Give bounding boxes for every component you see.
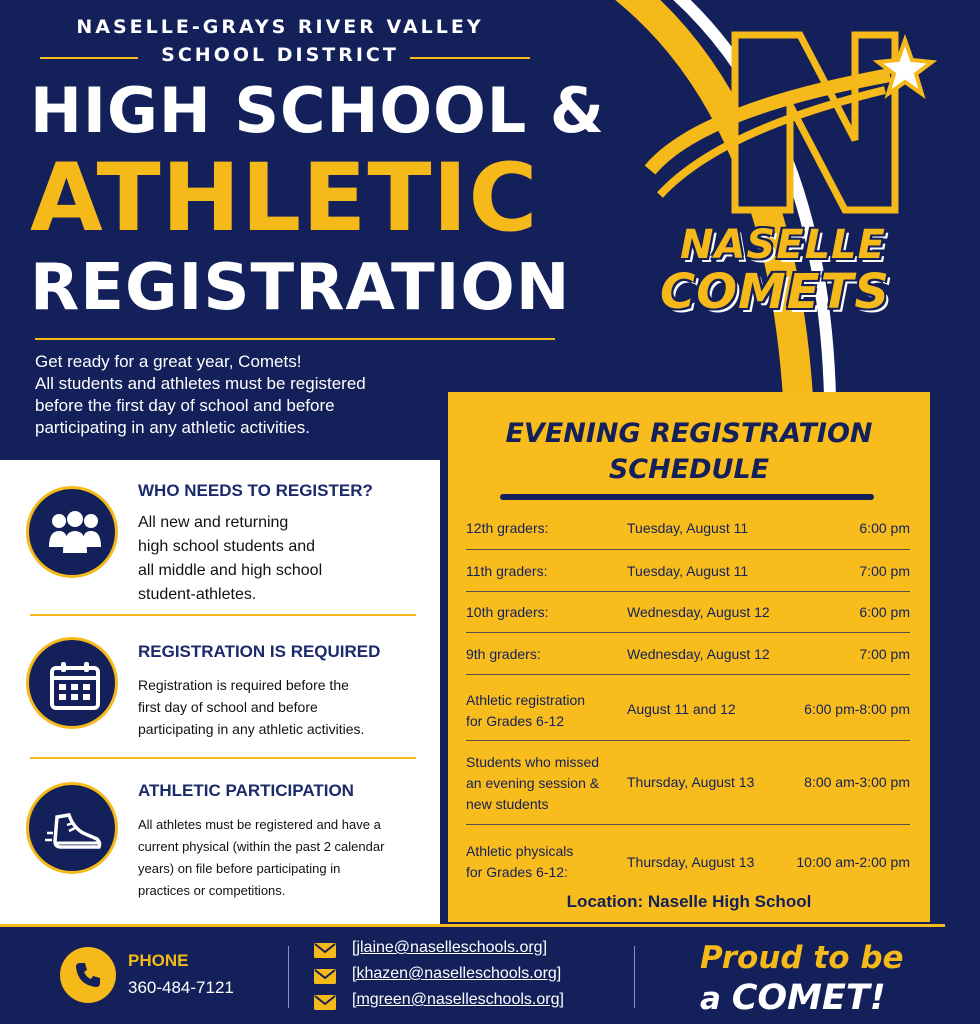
section-title-required: REGISTRATION IS REQUIRED <box>138 642 381 661</box>
email-link[interactable]: [khazen@naselleschools.org] <box>352 965 562 982</box>
body-line: all middle and high school <box>138 562 323 579</box>
section-body-required <box>138 674 364 740</box>
intro-line: participating in any athletic activities. <box>35 418 310 437</box>
phone-icon <box>60 947 116 1003</box>
row-divider <box>466 740 910 741</box>
slogan-line1: Proud to be <box>700 940 904 976</box>
section-title-who: WHO NEEDS TO REGISTER? <box>138 481 373 500</box>
row-group-line: Athletic registration <box>466 692 586 708</box>
row-group-line: Students who missed <box>466 754 600 770</box>
row-group: 11th graders: <box>466 563 548 579</box>
row-divider <box>466 632 910 633</box>
row-time: 7:00 pm <box>859 646 910 662</box>
section-divider <box>30 614 416 616</box>
sneaker-icon <box>26 782 118 874</box>
email-link[interactable]: [jlaine@naselleschools.org] <box>352 939 548 956</box>
section-title-athletic: ATHLETIC PARTICIPATION <box>138 781 354 800</box>
row-time: 6:00 pm <box>859 520 910 536</box>
row-group-line: for Grades 6-12 <box>466 713 565 729</box>
body-line: Registration is required before the <box>138 677 349 693</box>
footer-separator <box>288 946 289 1008</box>
body-line: first day of school and before <box>138 699 318 715</box>
slogan-prefix: a <box>700 981 732 1017</box>
body-line: student-athletes. <box>138 586 257 603</box>
district-name-line2: SCHOOL DISTRICT <box>161 44 399 66</box>
row-date: Wednesday, August 12 <box>627 604 770 620</box>
mail-icon <box>314 969 336 984</box>
mail-icon <box>314 995 336 1010</box>
row-time: 8:00 am-3:00 pm <box>804 774 910 790</box>
row-date: Tuesday, August 11 <box>627 563 749 579</box>
people-icon <box>26 486 118 578</box>
row-date: Thursday, August 13 <box>627 774 755 790</box>
calendar-icon <box>26 637 118 729</box>
row-date: Tuesday, August 11 <box>627 520 749 536</box>
title-rule <box>35 338 555 340</box>
slogan-comet: COMET! <box>731 978 886 1018</box>
logo-team-line1: NASELLE <box>680 222 886 268</box>
row-time: 7:00 pm <box>859 563 910 579</box>
row-group: 12th graders: <box>466 520 549 536</box>
comets-logo-icon <box>640 20 940 230</box>
intro-text <box>35 351 455 439</box>
slogan-line2 <box>700 978 886 1018</box>
body-line: current physical (within the past 2 calendar <box>138 839 385 854</box>
email-link[interactable]: [mgreen@naselleschools.org] <box>352 991 564 1008</box>
location-text: Location: Naselle High School <box>566 892 812 911</box>
title-line3: REGISTRATION <box>30 251 571 325</box>
row-date: Wednesday, August 12 <box>627 646 770 662</box>
phone-number[interactable]: 360-484-7121 <box>128 978 234 997</box>
row-divider <box>466 824 910 825</box>
row-date: August 11 and 12 <box>627 701 736 717</box>
title-line1: HIGH SCHOOL & <box>30 74 605 147</box>
phone-label: PHONE <box>128 951 189 970</box>
row-group-line: an evening session & <box>466 775 600 791</box>
mail-icon <box>314 943 336 958</box>
section-body-athletic <box>138 814 384 902</box>
row-divider <box>466 674 910 675</box>
intro-line: before the first day of school and before <box>35 396 335 415</box>
body-line: years) on file before participating in <box>138 861 341 876</box>
logo-team-line2: COMETS <box>660 264 890 320</box>
district-name-line1: NASELLE-GRAYS RIVER VALLEY <box>76 16 484 38</box>
row-group <box>466 752 626 815</box>
row-divider <box>466 591 910 592</box>
row-group <box>466 690 626 732</box>
schedule-title-line2: SCHEDULE <box>608 454 770 485</box>
section-divider <box>30 757 416 759</box>
row-group-line: Athletic physicals <box>466 843 574 859</box>
title-line2: ATHLETIC <box>30 144 539 253</box>
row-time: 6:00 pm-8:00 pm <box>804 701 910 717</box>
row-time: 6:00 pm <box>859 604 910 620</box>
row-group: 9th graders: <box>466 646 541 662</box>
row-group-line: new students <box>466 796 549 812</box>
body-line: All new and returning <box>138 514 289 531</box>
schedule-title-line1: EVENING REGISTRATION <box>505 418 873 449</box>
body-line: participating in any athletic activities. <box>138 721 365 737</box>
footer-separator <box>634 946 635 1008</box>
row-group: 10th graders: <box>466 604 549 620</box>
row-group-line: for Grades 6-12: <box>466 864 568 880</box>
schedule-title-bar <box>500 494 874 500</box>
row-group <box>466 841 626 883</box>
section-body-who <box>138 511 322 607</box>
body-line: All athletes must be registered and have a <box>138 817 381 832</box>
row-divider <box>466 549 910 550</box>
intro-line: All students and athletes must be registered <box>35 374 366 393</box>
body-line: high school students and <box>138 538 316 555</box>
body-line: practices or competitions. <box>138 883 286 898</box>
intro-line: Get ready for a great year, Comets! <box>35 352 302 371</box>
row-time: 10:00 am-2:00 pm <box>796 854 910 870</box>
row-date: Thursday, August 13 <box>627 854 755 870</box>
